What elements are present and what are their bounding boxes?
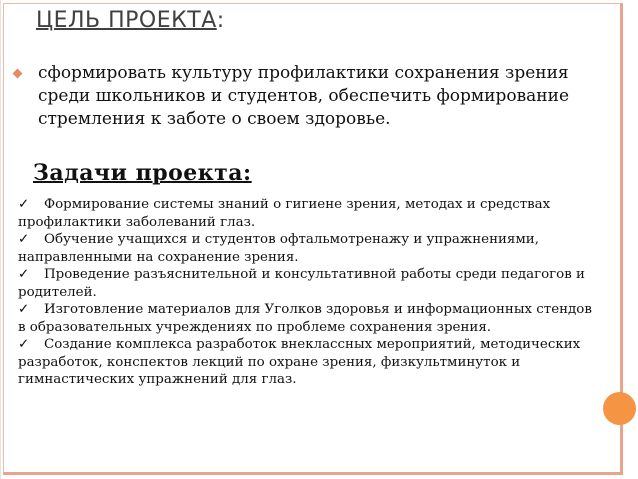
title-main: ЦЕЛЬ ПРОЕКТА [36,8,217,33]
checkmark-icon: ✓ [18,232,30,247]
goal-text: сформировать культуру профилактики сохранения зрения среди школьников и студентов, обеспечить формирование стремления к заботе о своем здоровье. [38,63,570,129]
task-text: Создание комплекса разработок внеклассных мероприятий, методических разработок, конспектов лекций по охране зрения, физкультминуток и гимнастических упражнений для глаз. [18,337,581,387]
task-text: Изготовление материалов для Уголков здоровья и информационных стендов в образовательных учреждениях по проблеме сохранения зрения. [18,302,592,335]
list-item [18,196,593,231]
checkmark-icon: ✓ [18,267,30,282]
decorative-dot [603,392,636,425]
checkmark-icon: ✓ [18,302,30,317]
checkmark-icon: ✓ [18,337,30,352]
goal-block [14,62,614,131]
task-text: Проведение разъяснительной и консультативной работы среди педагогов и родителей. [18,267,585,300]
list-item [18,231,593,266]
page-title [36,8,225,33]
diamond-bullet-icon [13,69,23,79]
checkmark-icon: ✓ [18,197,30,212]
tasks-list [18,196,593,389]
left-edge-divider [0,0,1,479]
list-item [18,266,593,301]
list-item [18,336,593,389]
title-suffix: : [216,8,225,33]
task-text: Обучение учащихся и студентов офтальмотренажу и упражнениями, направленными на сохранение зрения. [18,232,539,265]
tasks-heading: Задачи проекта: [33,160,252,186]
list-item [18,301,593,336]
task-text: Формирование системы знаний о гигиене зрения, методах и средствах профилактики заболеваний глаз. [18,197,551,230]
